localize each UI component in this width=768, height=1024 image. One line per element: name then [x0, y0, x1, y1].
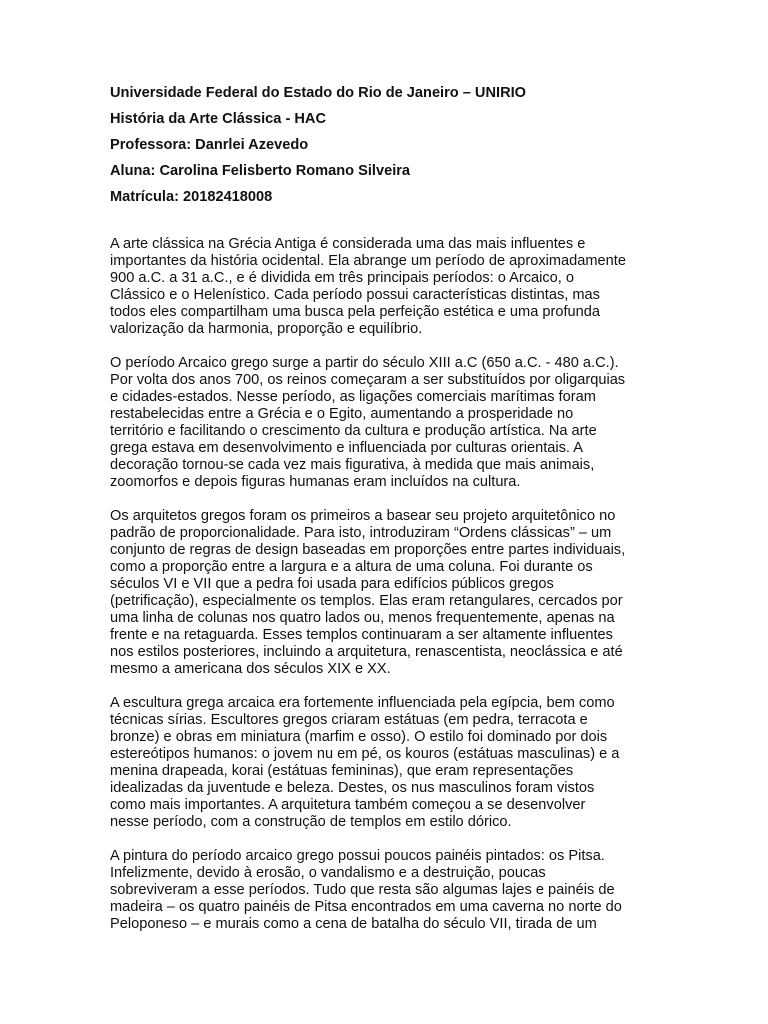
student-name: Aluna: Carolina Felisberto Romano Silveira [110, 163, 411, 179]
paragraph-sculpture [110, 695, 670, 831]
text-line: nos estilos posteriores, incluindo a arquitetura, renascentista, neoclássica e até [110, 644, 623, 660]
text-line: Os arquitetos gregos foram os primeiros a basear seu projeto arquitetônico no [110, 508, 616, 524]
text-line: e cidades-estados. Nesse período, as ligações comerciais marítimas foram [110, 389, 596, 405]
text-line: mesmo a americana dos séculos XIX e XX. [110, 661, 391, 677]
text-line: como a proporção entre a largura e a altura de uma coluna. Foi durante os [110, 559, 593, 575]
text-line: bronze) e obras em miniatura (marfim e osso). O estilo foi dominado por dois [110, 729, 608, 745]
text-line: Infelizmente, devido à erosão, o vandalismo e a destruição, poucas [110, 865, 546, 881]
paragraph-archaic-period [110, 355, 670, 491]
text-line: menina drapeada, korai (estátuas femininas), que eram representações [110, 763, 574, 779]
text-line: A arte clássica na Grécia Antiga é considerada uma das mais influentes e [110, 236, 586, 252]
text-line: restabelecidas entre a Grécia e o Egito, aumentando a prosperidade no [110, 406, 574, 422]
text-line: decoração tornou-se cada vez mais figurativa, à medida que mais animais, [110, 457, 595, 473]
text-line: Peloponeso – e murais como a cena de batalha do século VII, tirada de um [110, 916, 597, 932]
text-line: técnicas sírias. Escultores gregos criaram estátuas (em pedra, terracota e [110, 712, 588, 728]
text-line: nesse período, com a construção de templos em estilo dórico. [110, 814, 512, 830]
paragraph-introduction [110, 236, 670, 338]
text-line: padrão de proporcionalidade. Para isto, introduziram “Ordens clássicas” – um [110, 525, 612, 541]
text-line: madeira – os quatro painéis de Pitsa encontrados em uma caverna no norte do [110, 899, 622, 915]
text-line: Por volta dos anos 700, os reinos começaram a ser substituídos por oligarquias [110, 372, 626, 388]
text-line: A pintura do período arcaico grego possui poucos painéis pintados: os Pitsa. [110, 848, 605, 864]
text-line: como mais importantes. A arquitetura também começou a se desenvolver [110, 797, 586, 813]
text-line: zoomorfos e depois figuras humanas eram incluídos na cultura. [110, 474, 521, 490]
text-line: (petrificação), especialmente os templos. Elas eram retangulares, cercados por [110, 593, 623, 609]
text-line: território e facilitando o crescimento da cultura e produção artística. Na arte [110, 423, 597, 439]
text-line: frente e na retaguarda. Esses templos continuaram a ser altamente influentes [110, 627, 613, 643]
text-line: sobreviveram a esse períodos. Tudo que resta são algumas lajes e painéis de [110, 882, 615, 898]
document-header [110, 84, 670, 214]
text-line: idealizadas da juventude e beleza. Destes, os nus masculinos foram vistos [110, 780, 595, 796]
professor-name: Professora: Danrlei Azevedo [110, 137, 309, 153]
course-name: História da Arte Clássica - HAC [110, 111, 326, 127]
text-line: todos eles compartilham uma busca pela perfeição estética e uma profunda [110, 304, 600, 320]
text-line: estereótipos humanos: o jovem nu em pé, os kouros (estátuas masculinas) e a [110, 746, 620, 762]
text-line: A escultura grega arcaica era fortemente influenciada pela egípcia, bem como [110, 695, 615, 711]
university-name: Universidade Federal do Estado do Rio de Janeiro – UNIRIO [110, 85, 527, 101]
text-line: valorização da harmonia, proporção e equilíbrio. [110, 321, 423, 337]
document-body [110, 236, 670, 950]
text-line: importantes da história ocidental. Ela abrange um período de aproximadamente [110, 253, 626, 269]
registration-number: Matrícula: 20182418008 [110, 189, 273, 205]
text-line: Clássico e o Helenístico. Cada período possui características distintas, mas [110, 287, 600, 303]
text-line: grega estava em desenvolvimento e influenciada por culturas orientais. A [110, 440, 583, 456]
text-line: 900 a.C. a 31 a.C., e é dividida em três principais períodos: o Arcaico, o [110, 270, 575, 286]
text-line: O período Arcaico grego surge a partir do século XIII a.C (650 a.C. - 480 a.C.). [110, 355, 619, 371]
paragraph-architecture [110, 508, 670, 678]
text-line: uma linha de colunas nos quatro lados ou, menos frequentemente, apenas na [110, 610, 615, 626]
text-line: conjunto de regras de design baseadas em proporções entre partes individuais, [110, 542, 626, 558]
text-line: séculos VI e VII que a pedra foi usada para edifícios públicos gregos [110, 576, 554, 592]
paragraph-painting [110, 848, 670, 933]
